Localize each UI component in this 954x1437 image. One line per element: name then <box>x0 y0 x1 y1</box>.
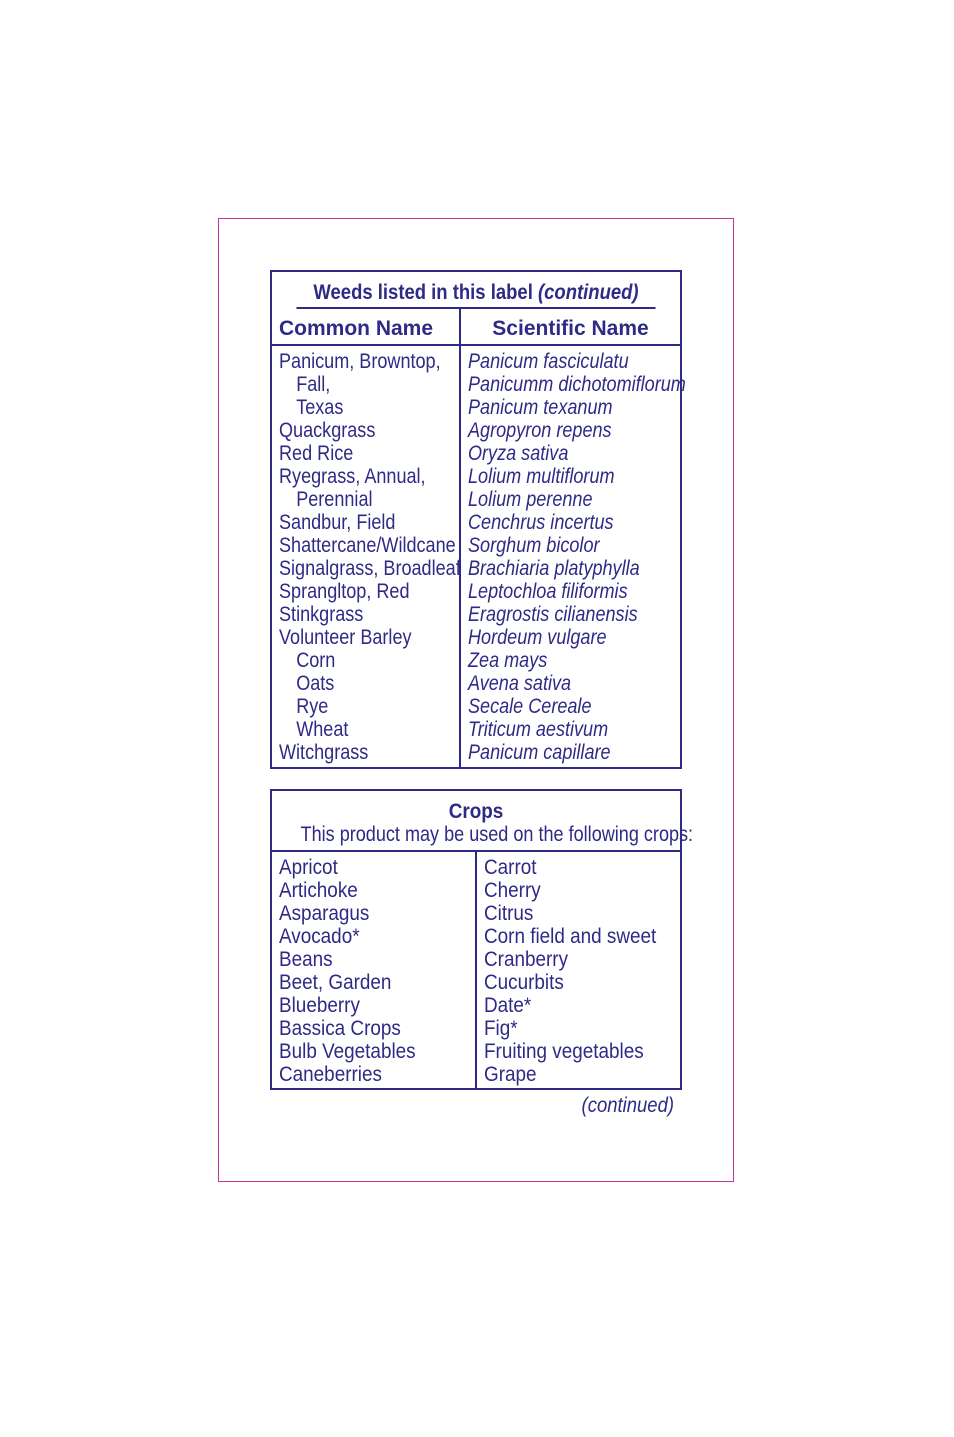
weeds-table-header <box>272 309 680 346</box>
weeds-table-body <box>272 346 686 769</box>
weeds-table-caption <box>296 272 655 309</box>
weed-scientific-name: Panicum texanum <box>468 396 613 419</box>
weed-scientific-name: Secale Cereale <box>468 695 592 718</box>
weed-common-name: Sprangltop, Red <box>279 580 410 603</box>
weed-scientific-name: Zea mays <box>468 649 548 672</box>
weed-scientific-name: Panicum fasciculatu <box>468 350 629 373</box>
crop-item: Fruiting vegetables <box>484 1040 644 1063</box>
weed-common-name: Fall, <box>296 373 331 396</box>
weed-scientific-name: Panicum capillare <box>468 741 611 764</box>
weed-common-name: Stinkgrass <box>279 603 364 626</box>
weed-scientific-name: Hordeum vulgare <box>468 626 607 649</box>
weed-common-name: Quackgrass <box>279 419 376 442</box>
crop-item: Carrot <box>484 856 537 879</box>
weed-scientific-name: Triticum aestivum <box>468 718 609 741</box>
weed-common-name: Texas <box>296 396 344 419</box>
weed-scientific-name: Leptochloa filiformis <box>468 580 628 603</box>
crop-item: Beans <box>279 948 333 971</box>
weed-scientific-name: Sorghum bicolor <box>468 534 600 557</box>
weed-common-name: Corn <box>296 649 336 672</box>
crop-item: Cherry <box>484 879 541 902</box>
weed-common-name: Oats <box>296 672 335 695</box>
weed-scientific-name: Lolium perenne <box>468 488 593 511</box>
weed-common-name: Ryegrass, Annual, <box>279 465 426 488</box>
weed-scientific-name: Lolium multiflorum <box>468 465 615 488</box>
crop-item: Asparagus <box>279 902 370 925</box>
crop-item: Date* <box>484 994 532 1017</box>
crop-item: Corn field and sweet <box>484 925 657 948</box>
crop-item: Bassica Crops <box>279 1017 401 1040</box>
crops-right-column <box>477 852 680 1088</box>
crop-item: Grape <box>484 1063 537 1086</box>
crop-item: Bulb Vegetables <box>279 1040 416 1063</box>
crops-left-column <box>272 852 477 1088</box>
crop-item: Blueberry <box>279 994 360 1017</box>
scientific-name-column <box>461 346 721 769</box>
crops-table-body <box>272 852 680 1088</box>
weed-common-name: Witchgrass <box>279 741 369 764</box>
weed-common-name: Volunteer Barley <box>279 626 412 649</box>
crop-item: Apricot <box>279 856 338 879</box>
crops-subtitle: This product may be used on the following crops: <box>300 823 694 846</box>
weeds-table <box>270 270 686 769</box>
weed-common-name: Perennial <box>296 488 373 511</box>
weeds-caption-text: Weeds listed in this label <box>313 281 533 304</box>
weed-common-name: Red Rice <box>279 442 354 465</box>
header-common-name: Common Name <box>272 309 461 344</box>
weeds-caption-continued: (continued) <box>537 281 639 304</box>
weed-scientific-name: Oryza sativa <box>468 442 569 465</box>
weed-common-name: Sandbur, Field <box>279 511 396 534</box>
weed-common-name: Shattercane/Wildcane <box>279 534 456 557</box>
crop-item: Beet, Garden <box>279 971 392 994</box>
crop-item: Artichoke <box>279 879 358 902</box>
header-scientific-name: Scientific Name <box>492 317 649 340</box>
weed-scientific-name: Eragrostis cilianensis <box>468 603 638 626</box>
crops-table <box>270 789 694 1090</box>
crop-item: Fig* <box>484 1017 518 1040</box>
crop-item: Avocado* <box>279 925 360 948</box>
weed-scientific-name: Panicumm dichotomiflorum <box>468 373 686 396</box>
weed-scientific-name: Cenchrus incertus <box>468 511 614 534</box>
weed-scientific-name: Brachiaria platyphylla <box>468 557 640 580</box>
continued-note: (continued) <box>581 1094 674 1117</box>
weed-common-name: Panicum, Browntop, <box>279 350 441 373</box>
weed-scientific-name: Avena sativa <box>468 672 572 695</box>
crop-item: Citrus <box>484 902 534 925</box>
crops-title: Crops <box>448 800 504 823</box>
weed-common-name: Wheat <box>296 718 349 741</box>
crop-item: Cucurbits <box>484 971 564 994</box>
crops-table-header <box>272 791 694 852</box>
crop-item: Caneberries <box>279 1063 382 1086</box>
crop-item: Cranberry <box>484 948 569 971</box>
weed-common-name: Rye <box>296 695 329 718</box>
weed-scientific-name: Agropyron repens <box>468 419 612 442</box>
common-name-column <box>272 346 461 769</box>
weed-common-name: Signalgrass, Broadleaf <box>279 557 461 580</box>
